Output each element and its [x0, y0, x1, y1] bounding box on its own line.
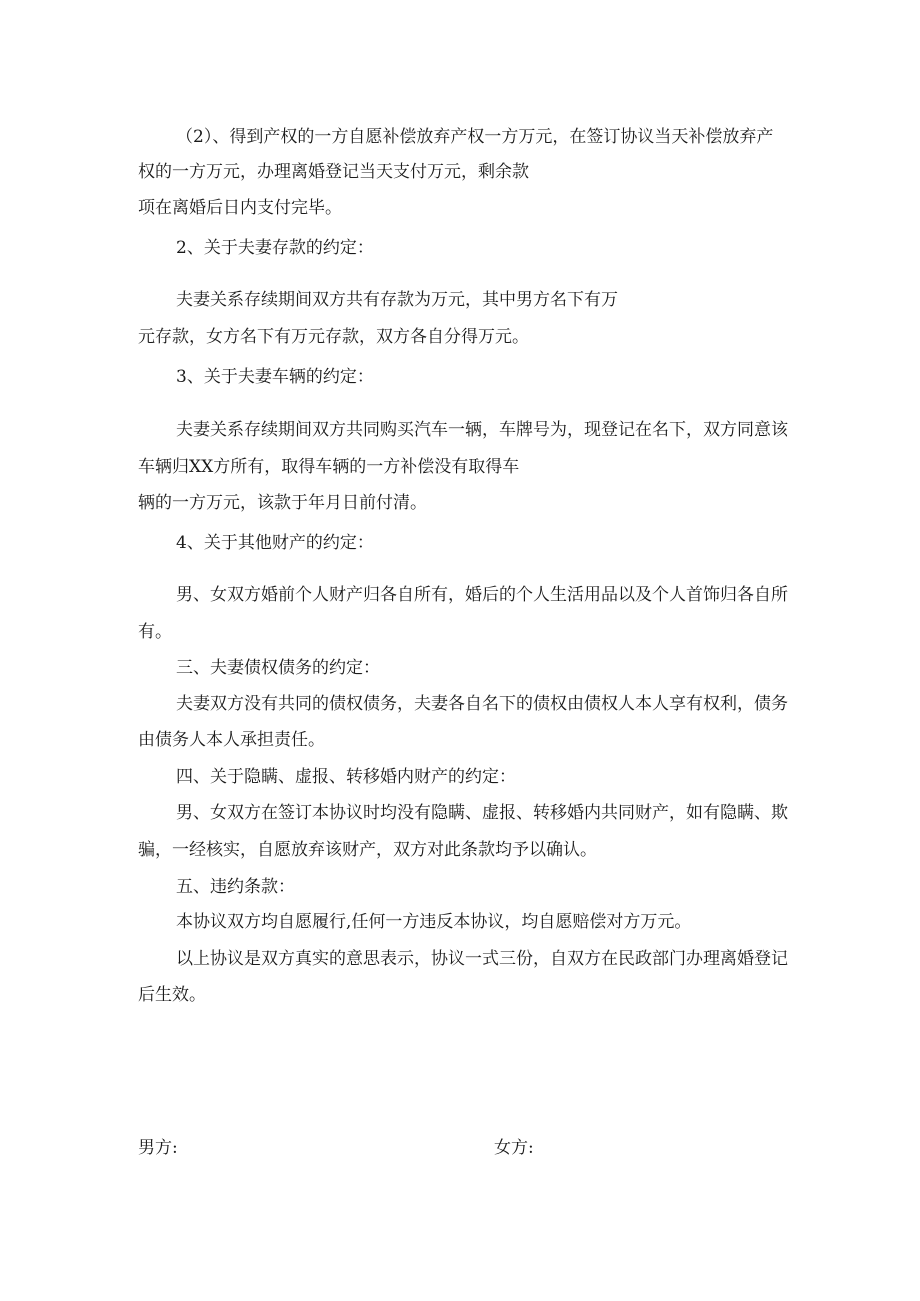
paragraph-line: 男、女双方在签订本协议时均没有隐瞒、虚报、转移婚内共同财产，如有隐瞒、欺	[176, 803, 788, 823]
heading-vehicle: 3、关于夫妻车辆的约定：	[176, 367, 374, 387]
paragraph-line: （2）、得到产权的一方自愿补偿放弃产权一方万元，在签订协议当天补偿放弃产	[176, 127, 774, 147]
section-title-breach: 五、违约条款：	[176, 877, 295, 897]
paragraph-line: 骗，一经核实，自愿放弃该财产，双方对此条款均予以确认。	[138, 840, 597, 860]
heading-other-property: 4、关于其他财产的约定：	[176, 533, 374, 553]
signature-male-label: 男方:	[138, 1138, 178, 1158]
signature-female-label: 女方:	[494, 1138, 534, 1158]
paragraph-line: 元存款，女方名下有万元存款，双方各自分得万元。	[138, 327, 529, 347]
paragraph-line: 本协议双方均自愿履行,任何一方违反本协议，均自愿赔偿对方万元。	[176, 912, 692, 932]
section-title-conceal: 四、关于隐瞒、虚报、转移婚内财产的约定：	[176, 767, 516, 787]
paragraph-line: 权的一方万元，办理离婚登记当天支付万元，剩余款	[138, 162, 529, 182]
heading-deposit: 2、关于夫妻存款的约定：	[176, 238, 374, 258]
section-title-debt: 三、夫妻债权债务的约定：	[176, 658, 380, 678]
paragraph-line: 夫妻关系存续期间双方共有存款为万元，其中男方名下有万	[176, 290, 618, 310]
paragraph-line: 以上协议是双方真实的意思表示，协议一式三份，自双方在民政部门办理离婚登记	[176, 949, 788, 969]
paragraph-line: 后生效。	[138, 985, 206, 1005]
paragraph-line: 由债务人本人承担责任。	[138, 730, 325, 750]
paragraph-line: 男、女双方婚前个人财产归各自所有，婚后的个人生活用品以及个人首饰归各自所	[176, 585, 788, 605]
paragraph-line: 车辆归XX方所有，取得车辆的一方补偿没有取得车	[138, 457, 520, 477]
paragraph-line: 项在离婚后日内支付完毕。	[138, 198, 342, 218]
paragraph-line: 辆的一方万元，该款于年月日前付清。	[138, 493, 427, 513]
paragraph-line: 夫妻双方没有共同的债权债务，夫妻各自名下的债权由债权人本人享有权利，债务	[176, 694, 788, 714]
paragraph-line: 有。	[138, 622, 172, 642]
paragraph-line: 夫妻关系存续期间双方共同购买汽车一辆，车牌号为，现登记在名下，双方同意该	[176, 420, 788, 440]
